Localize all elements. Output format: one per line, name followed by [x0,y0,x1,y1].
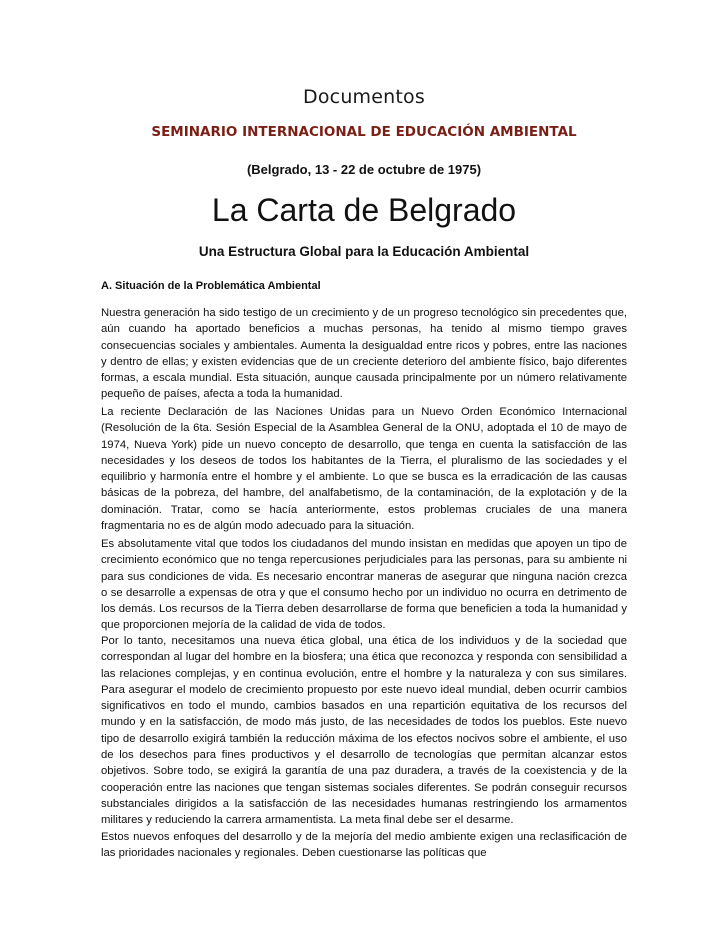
paragraph-2: La reciente Declaración de las Naciones Unidas para un Nuevo Orden Económico Internacional (Resolución de la 6ta. Sesión Especial de la Asamblea General de la ONU, adoptada el 10 de mayo de 1974, Nueva York) pide un nuevo concepto de desarrollo, que tenga en cuenta la satisfacción de las necesidades y los deseos de todos los habitantes de la Tierra, el pluralismo de las sociedades y el equilibrio y harmonía entre el hombre y el ambiente. Lo que se busca es la erradicación de las causas básicas de la pobreza, del hambre, del analfabetismo, de la contaminación, de la explotación y de la dominación. Tratar, como se hacía anteriormente, estos problemas cruciales de una manera fragmentaria no es de algún modo adecuado para la situación. [101,406,627,533]
document-title: La Carta de Belgrado [211,192,517,228]
seminar-title: SEMINARIO INTERNACIONAL DE EDUCACIÓN AMBIENTAL [151,124,577,140]
paragraph-3: Es absolutamente vital que todos los ciudadanos del mundo insistan en medidas que apoyen un tipo de crecimiento económico que no tenga repercusiones perjudiciales para las personas, para su ambiente ni para sus condiciones de vida. Es necesario encontrar maneras de asegurar que ninguna nación crezca o se desarrolle a expensas de otra y que el consumo hecho por un individuo no ocurra en detrimento de los demás. Los recursos de la Tierra deben desarrollarse de forma que beneficien a toda la humanidad y que proporcionen mejoría de la calidad de vida de todos. [101,538,627,632]
section-heading: A. Situación de la Problemática Ambiental [101,280,321,292]
document-category: Documentos [303,86,425,108]
document-subtitle: Una Estructura Global para la Educación Ambiental [198,244,530,259]
paragraph-4: Por lo tanto, necesitamos una nueva ética global, una ética de los individuos y de la sociedad que correspondan al lugar del hombre en la biosfera; una ética que reconozca y responda con sensibilidad a las relaciones complejas, y en continua evolución, entre el hombre y la naturaleza y con sus similares. Para asegurar el modelo de crecimiento propuesto por este nuevo ideal mundial, deben ocurrir cambios significativos en todo el mundo, cambios basados en una repartición equitativa de los recursos del mundo y en la satisfacción, de modo más justo, de las necesidades de todos los pueblos. Este nuevo tipo de desarrollo exigirá también la reducción máxima de los efectos nocivos sobre el ambiente, el uso de los desechos para fines productivos y el desarrollo de tecnologías que permitan alcanzar estos objetivos. Sobre todo, se exigirá la garantía de una paz duradera, a través de la coexistencia y de la cooperación entre las naciones que tengan sistemas sociales diferentes. Se podrán conseguir recursos substanciales dirigidos a la satisfacción de las necesidades humanas restringiendo los armamentos militares y reduciendo la carrera armamentista. La meta final debe ser el desarme. [101,635,627,827]
seminar-date: (Belgrado, 13 - 22 de octubre de 1975) [246,162,482,177]
paragraph-5: Estos nuevos enfoques del desarrollo y de la mejoría del medio ambiente exigen una reclasificación de las prioridades nacionales y regionales. Deben cuestionarse las políticas que [101,831,627,860]
paragraph-1: Nuestra generación ha sido testigo de un crecimiento y de un progreso tecnológico sin precedentes que, aún cuando ha aportado beneficios a muchas personas, ha tenido al mismo tiempo graves consecuencias sociales y ambientales. Aumenta la desigualdad entre ricos y pobres, entre las naciones y dentro de ellas; y existen evidencias que de un creciente deterioro del ambiente físico, bajo diferentes formas, a escala mundial. Esta situación, aunque causada principalmente por un número relativamente pequeño de países, afecta a toda la humanidad. [101,307,627,401]
